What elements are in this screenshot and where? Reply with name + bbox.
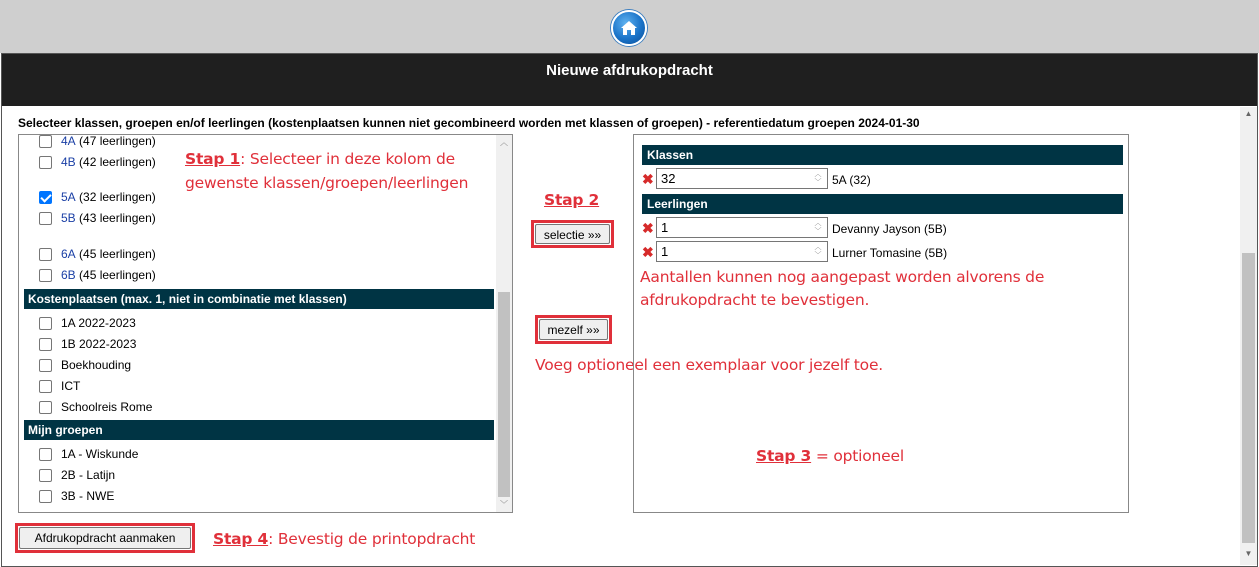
class-count: (32 leerlingen): [79, 190, 156, 204]
item-label: 1B 2022-2023: [61, 337, 137, 351]
class-count: (45 leerlingen): [79, 268, 156, 282]
checkbox[interactable]: [39, 248, 52, 261]
stap4-annotation: [213, 530, 475, 548]
classes-header: Klassen: [642, 145, 1123, 165]
stap3-annotation: [756, 447, 904, 465]
class-count: (43 leerlingen): [79, 211, 156, 225]
scrollbar-thumb[interactable]: [498, 292, 510, 497]
stap1-annotation-line2: gewenste klassen/groepen/leerlingen: [185, 174, 469, 192]
quantity-stepper[interactable]: [656, 217, 828, 238]
scroll-up-icon[interactable]: ▲: [1244, 109, 1253, 118]
item-label: 2B - Latijn: [61, 468, 116, 482]
list-item-group[interactable]: [39, 446, 138, 462]
selected-student-label: Lurner Tomasine (5B): [832, 246, 948, 260]
item-label: 3B - NWE: [61, 489, 115, 503]
class-code[interactable]: 5B: [61, 211, 76, 225]
quantity-stepper[interactable]: [656, 168, 828, 189]
list-item-4A[interactable]: [39, 134, 156, 149]
home-button[interactable]: [611, 10, 647, 46]
item-label: ICT: [61, 379, 81, 393]
remove-icon[interactable]: ✖: [642, 171, 654, 187]
stap3-text: = optioneel: [811, 447, 904, 465]
list-item-group[interactable]: [39, 467, 115, 483]
class-code[interactable]: 4A: [61, 134, 76, 148]
class-count: (42 leerlingen): [79, 155, 156, 169]
checkbox[interactable]: [39, 380, 52, 393]
stap4-text: : Bevestig de printopdracht: [268, 530, 476, 548]
list-item-6B[interactable]: [39, 267, 156, 283]
list-scrollbar[interactable]: [496, 135, 512, 512]
checkbox[interactable]: [39, 401, 52, 414]
chevron-down-icon[interactable]: ﹀: [500, 500, 508, 509]
quantity-stepper[interactable]: [656, 241, 828, 262]
aantallen-annotation-line2: afdrukopdracht te bevestigen.: [640, 291, 870, 309]
checkbox[interactable]: [39, 135, 52, 148]
item-label: Schoolreis Rome: [61, 400, 153, 414]
home-icon: [620, 19, 638, 37]
checkbox[interactable]: [39, 490, 52, 503]
students-header: Leerlingen: [642, 194, 1123, 214]
quantity-value[interactable]: 32: [661, 171, 676, 186]
class-count: (47 leerlingen): [79, 134, 156, 148]
selected-class-label: 5A (32): [832, 173, 871, 187]
list-item-cost-center[interactable]: [39, 399, 152, 415]
item-label: Boekhouding: [61, 358, 132, 372]
checkbox[interactable]: [39, 212, 52, 225]
list-item-6A[interactable]: [39, 246, 156, 262]
create-print-job-button[interactable]: Afdrukopdracht aanmaken: [19, 527, 191, 549]
checkbox[interactable]: [39, 317, 52, 330]
page-scrollbar[interactable]: [1240, 107, 1257, 565]
checkbox[interactable]: [39, 469, 52, 482]
stap2-annotation: Stap 2: [544, 191, 600, 209]
class-code[interactable]: 5A: [61, 190, 76, 204]
scrollbar-thumb[interactable]: [1242, 253, 1255, 543]
list-item-cost-center[interactable]: [39, 315, 136, 331]
checkbox[interactable]: [39, 269, 52, 282]
quantity-value[interactable]: 1: [661, 244, 669, 259]
list-item-cost-center[interactable]: [39, 378, 80, 394]
list-item-5A[interactable]: [39, 189, 156, 205]
stap1-text: : Selecteer in deze kolom de: [240, 150, 455, 168]
item-label: 1A 2022-2023: [61, 316, 136, 330]
list-item-cost-center[interactable]: [39, 336, 136, 352]
list-item-cost-center[interactable]: [39, 357, 131, 373]
selectie-button[interactable]: selectie »»: [535, 224, 610, 244]
checkbox[interactable]: [39, 156, 52, 169]
selected-student-label: Devanny Jayson (5B): [832, 222, 947, 236]
stepper-arrows-icon[interactable]: ︿ ﹀: [814, 244, 822, 259]
checkbox[interactable]: [39, 448, 52, 461]
class-count: (45 leerlingen): [79, 247, 156, 261]
class-code[interactable]: 6B: [61, 268, 76, 282]
checkbox-checked[interactable]: [39, 191, 52, 204]
stap3-title: Stap 3: [756, 447, 812, 465]
stap4-title: Stap 4: [213, 530, 269, 548]
class-code[interactable]: 6A: [61, 247, 76, 261]
my-groups-header: Mijn groepen: [24, 420, 494, 440]
mezelf-annotation: Voeg optioneel een exemplaar voor jezelf toe.: [535, 356, 884, 374]
remove-icon[interactable]: ✖: [642, 244, 654, 260]
item-label: 1A - Wiskunde: [61, 447, 139, 461]
instruction-text: Selecteer klassen, groepen en/of leerlingen (kostenplaatsen kunnen niet gecombineerd worden met klassen of groepen) - referentiedatum groepen 2024-01-30: [18, 116, 920, 130]
page-title: Nieuwe afdrukopdracht: [2, 54, 1257, 106]
mezelf-button[interactable]: mezelf »»: [539, 319, 608, 340]
remove-icon[interactable]: ✖: [642, 220, 654, 236]
aantallen-annotation-line1: Aantallen kunnen nog aangepast worden alvorens de: [640, 268, 1045, 286]
chevron-up-icon[interactable]: ︿: [500, 138, 508, 147]
list-item-group[interactable]: [39, 488, 114, 504]
stepper-arrows-icon[interactable]: ︿ ﹀: [814, 171, 822, 186]
scroll-down-icon[interactable]: ▼: [1244, 549, 1253, 558]
checkbox[interactable]: [39, 359, 52, 372]
list-item-4B[interactable]: [39, 154, 156, 170]
checkbox[interactable]: [39, 338, 52, 351]
stap1-title: Stap 1: [185, 150, 241, 168]
stap1-annotation: [185, 150, 455, 168]
cost-centers-header: Kostenplaatsen (max. 1, niet in combinatie met klassen): [24, 289, 494, 309]
stepper-arrows-icon[interactable]: ︿ ﹀: [814, 220, 822, 235]
class-code[interactable]: 4B: [61, 155, 76, 169]
quantity-value[interactable]: 1: [661, 220, 669, 235]
list-item-5B[interactable]: [39, 210, 156, 226]
